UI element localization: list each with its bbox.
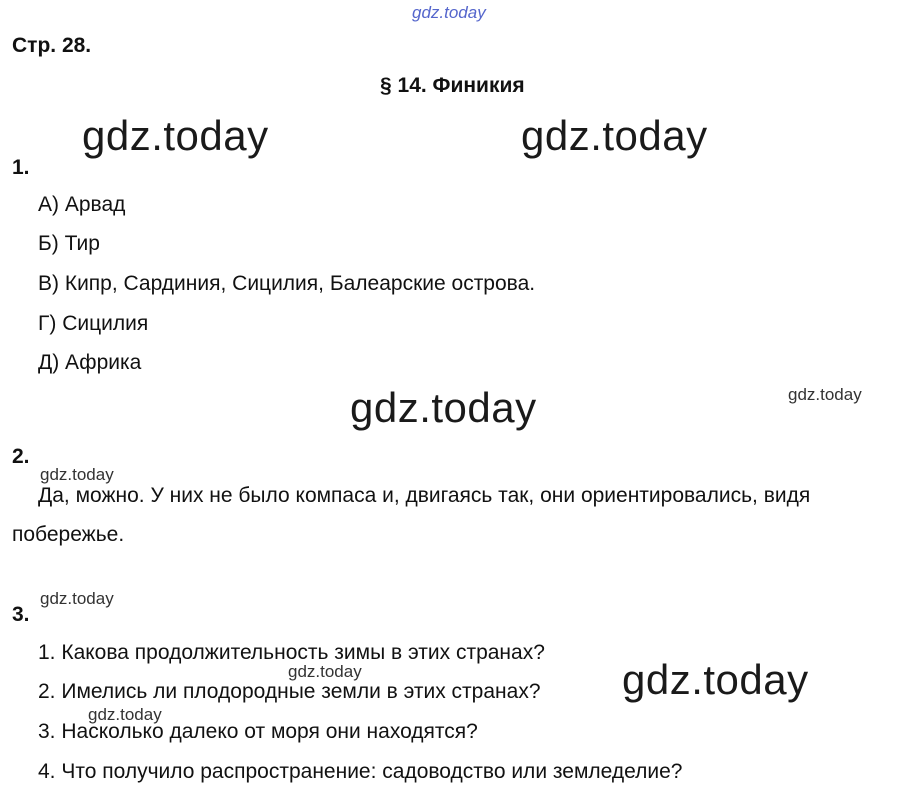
watermark: gdz.today [622, 656, 809, 703]
answer-item: 4. Что получило распространение: садоводство или земледелие? [38, 760, 683, 783]
answer-item: 2. Имелись ли плодородные земли в этих странах? [38, 680, 541, 703]
answer-item: Д) Африка [38, 351, 142, 374]
watermark: gdz.today [350, 384, 537, 431]
watermark: gdz.today [82, 112, 269, 159]
answer-paragraph: Да, можно. У них не было компаса и, двигаясь так, они ориентировались, видя [38, 484, 811, 507]
question-number: 2. [12, 445, 30, 468]
question-number: 1. [12, 156, 30, 179]
answer-item: Г) Сицилия [38, 312, 149, 335]
site-logo: gdz.today [412, 3, 486, 22]
answer-item: 3. Насколько далеко от моря они находятся? [38, 720, 478, 743]
answer-item: Б) Тир [38, 232, 100, 255]
answer-item: 1. Какова продолжительность зимы в этих странах? [38, 641, 545, 664]
watermark: gdz.today [788, 385, 862, 404]
watermark: gdz.today [40, 589, 114, 608]
answer-item: В) Кипр, Сардиния, Сицилия, Балеарские острова. [38, 272, 536, 295]
watermark: gdz.today [521, 112, 708, 159]
answer-item: А) Арвад [38, 193, 126, 216]
watermark: gdz.today [288, 662, 362, 681]
question-number: 3. [12, 603, 30, 626]
answer-paragraph: побережье. [12, 523, 125, 546]
watermark: gdz.today [88, 705, 162, 724]
watermark: gdz.today [40, 465, 114, 484]
page-label: Стр. 28. [12, 34, 92, 57]
section-title: § 14. Финикия [380, 74, 525, 97]
